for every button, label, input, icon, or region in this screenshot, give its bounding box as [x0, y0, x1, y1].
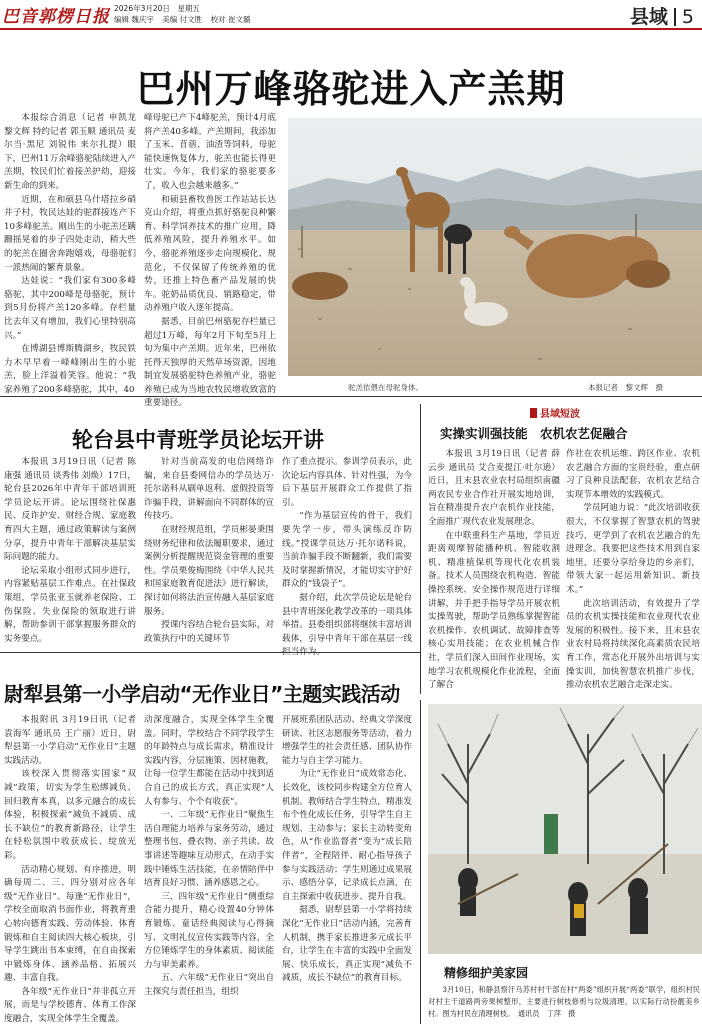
article3-column3	[282, 714, 412, 1024]
pruning-photo	[428, 704, 702, 954]
article3-para: 三、四年级“无作业日”侧重综合能力提升，精心设置40分钟体育锻炼、童话经典阅读与心得摘写、文明礼仪宣传实践等内容，全方位锤炼学生的身体素质、阅读能力与审美素养。	[144, 891, 274, 970]
article1-para: 本报综合消息（记者 申凯龙 黎文辉 特约记者 郭玉顺 通讯员 麦尔当·黑尼 刘锐伟 来尔扎提）眼下，巴州11万余峰骆驼陆续进入产羔期，牧民们忙着接羔护幼，迎接新生命的到来。	[4, 113, 136, 191]
article2-para: 本报讯 3月19日讯（记者 陈康强 通讯员 谈秀伟 刘焕）17日，轮台县2026年中青年干部培训班学员论坛开讲。论坛围绕社保惠民、反诈护安、财经合规、家庭教育四大主题，通过政策解读与案例分享，提升中青年干部解决基层实际问题的能力。	[4, 457, 136, 563]
article1-para: 达娃说：“我们家有300多峰骆驼，其中200峰是母骆驼，预计到5月份将产羔120多峰。存栏量比去年又有增加，我们心里特别高兴。”	[4, 276, 136, 341]
article2-para: 在财经规范组，学员彬晏秉围绕财务纪律和依法履职要求，通过案例分析提醒规范资金管理的重要性。学员栗俊梅围绕《中华人民共和国家庭教育促进法》进行解读，探讨如何将法治宣传融入基层家庭服务。	[144, 524, 274, 617]
headline-camel: 巴州万峰骆驼进入产羔期	[136, 67, 566, 111]
sidebar-para: 此次培训活动，有效提升了学员的农机实操技能和农业现代农业发展的积极性。接下来，且末县农业农村局将持续深化高素质农民培育工作，常态化开展外出培训与实操实训，加快智慧农机推广步伐，推动农机农艺融合走深走实。	[566, 598, 700, 691]
camel-photo	[288, 118, 702, 376]
article2-column1	[4, 456, 136, 650]
photo-caption	[428, 984, 700, 1024]
section-rule	[0, 652, 420, 653]
article1-para: 在博湖县博斯腾湖乡，牧民铁力木早早着一峰峰刚出生的小驼羔，脸上洋溢着笑容。他说：“我家养殖了200多峰骆驼，其中，40	[4, 344, 136, 395]
article2-column2	[144, 456, 274, 650]
sidebar-column1	[428, 448, 560, 696]
column-divider	[420, 700, 421, 1024]
photo-title: 精修细护美家园	[444, 966, 529, 980]
sidebar-para: 本报讯 3月19日讯（记者 薛云步 通讯员 艾合麦提江·吐尔逊）近日，且末县农业农村局组织南疆两农民专业合作社开展实地培训，旨在精准提升农户农机作业技能，全面推广现代农业发展理念。	[428, 449, 560, 527]
issue-date: 2026年3月20日 星期五	[114, 4, 200, 13]
article1-para: 和硕县畜牧兽医工作站站长达克山介绍，将重点抓好骆驼良种繁育、科学饲养技术的推广应用，降低养殖风险，提升养殖水平。如今，骆驼养殖逐步走向规模化、规范化，不仅保留了传统养殖的优势，还推上特色畜产品发展的快车。驼奶品质优良、销路稳定，带动养殖户收入逐年提高。	[144, 194, 276, 314]
section-label	[630, 2, 694, 29]
column-divider	[420, 404, 421, 694]
tag-marker-icon	[530, 408, 537, 418]
article1-para: 据悉，目前巴州骆驼存栏量已超过1万峰，每年2月下旬至5月上旬为集中产羔期。近年来，巴州依托得天独厚的天然草场资源，因地制宜发展骆驼特色养殖产业，骆驼养殖已成为当地农牧民增收致富的重要途径。	[144, 316, 276, 409]
sidebar-para: 学员阿迪力说：“此次培训收获很大，不仅掌握了智慧农机的驾驶技巧，更学到了农机农艺融合的先进理念。我要把这些技术用到自家地里，还要分享给身边的乡亲们，带领大家一起运用新知识、新技术。”	[566, 503, 700, 595]
camel-photo-credit: 本报记者 黎文辉 摄	[588, 383, 663, 392]
article3-para: 开展班系团队活动、经典文学深度研读、社区志愿服务等活动，着力增强学生的社会责任感、团队协作能力与自主学习能力。	[282, 715, 412, 766]
headline-yuli: 尉犁县第一小学启动“无作业日”主题实践活动	[4, 682, 400, 706]
sidebar-para: 作社在农机运维、跨区作业、农机农艺融合方面的宝贵经验，重点研习了良种良法配套、农机农艺结合实现节本增效的实践模式。	[566, 449, 700, 500]
article1-para: 峰母驼已产下4峰驼羔，预计4月底将产羔40多峰。产羔期间，我添加了玉米、苜蓿、油渣等饲料，母驼能快速恢复体力，驼羔也能长得更壮实。今年，我们家的骆驼要多了，收入也会越来越多。”	[144, 113, 276, 191]
article2-para: “作为基层宣传的骨干，我们要先学一步，带头演练反诈防线。”授课学员达万·托尔诺科说，当前诈骗手段不断翻新，我们需要及时掌握新情况，才能切实守护好群众的“钱袋子”。	[282, 511, 412, 590]
article3-column2	[144, 714, 274, 1024]
article1-column1	[4, 112, 136, 394]
article3-para: 一、二年级“无作业日”聚焦生活自理能力培养与家务劳动，通过整理书包、叠衣物、亲子共读、故事讲述等趣味互动形式，在动手实践中锤炼生活技能，在亲情陪伴中培育良好习惯、涵养感恩之心。	[144, 810, 274, 889]
designer-credit: 美编 付文胜	[162, 15, 203, 24]
sidebar-column2	[566, 448, 700, 696]
camel-photo-caption: 驼羔依偎在母驼身体。	[348, 383, 423, 392]
article3-column1	[4, 714, 136, 1024]
article2-para: 据介绍，此次学员论坛是轮台县中青班深化教学改革的一项具体举措。县委组织部将继续丰富培训载体，引导中青年干部在基层一线	[282, 592, 412, 644]
headline-luntai: 轮台县中青班学员论坛开讲	[72, 428, 324, 452]
article2-para: 作了重点提示。参训学员表示，此次论坛内容具体、针对性强，为今后下基层开展群众工作提供了指引。	[282, 457, 412, 508]
newspaper-logo: 巴音郭楞日报	[2, 7, 110, 27]
article3-para: 本报附讯 3月19日讯（记者 袁海军 通讯员 王广丽）近日，尉犁县第一小学启动“无作业日”主题实践活动。	[4, 715, 136, 766]
article1-column2	[144, 112, 276, 409]
article3-para: 各年级“无作业日”并非孤立开展，而是与学校德育、体育工作深度融合，实现全体学生全覆盖。	[4, 986, 136, 1025]
section-divider	[674, 8, 676, 26]
article3-para: 五、六年级“无作业日”突出自主探究与责任担当，组织	[144, 973, 274, 997]
section-tag-label: 县域短波	[540, 409, 580, 420]
article2-para: 论坛采取小组形式同步进行，内容紧贴基层工作难点。在社保政策组，学员张亚玉就养老保险、工伤保险、失业保险的领取进行讲解，帮助参训干部掌握服务群众的实务要点。	[4, 565, 136, 644]
proofreader-credit: 校对 崔文璐	[210, 15, 251, 24]
header-rule	[0, 28, 702, 30]
headline-qiemo: 实操实训强技能 农机农艺促融合	[440, 426, 628, 441]
section-name: 县域	[629, 6, 668, 28]
article2-para: 针对当前高发的电信网络诈骗，来自县委网信办的学员达万·托尔诺科从刷单返利、虚假投资等诈骗手段，讲解面向不同群体的宣传技巧。	[144, 457, 274, 522]
article2-para: 授课内容结合轮台县实际，对政策执行中的关键环节	[144, 620, 274, 644]
article3-para: 该校深入贯彻落实国家“双减”政策，切实为学生松绑减负、回归教育本真，以多元融合的成长体验，积极探索“减负不减质、成长不缺位”的教育新路径，让学生在轻松氛围中收获成长、绽放光彩。	[4, 769, 136, 861]
photo-caption-text: 3月10日，和静县察汗乌苏村村干部在村“两委”组织开展“两委”联学，组织村民对村主干道路两旁果树整形，主要进行树枝修剪与垃圾清理，以实际行动扮靓美乡村。图为村民在清理树枝。 通讯员 丁萍 摄	[428, 985, 700, 1018]
section-rule	[0, 396, 702, 397]
sidebar-para: 在中联重科生产基地，学员近距离观摩智能播种机、智能收割机、精准植保机等现代化农机装备。技术人员围绕农机构造、智能操控系统、安全操作规范进行详细讲解，并手把手指导学员开展农机实操驾驶，帮助学员熟练掌握智能农机操作、农机调试、故障排查等核心实用技能；在农业机械合作社，学员们深入田间作业现场，实地学习农机规模化作业流程，全面了解合	[428, 530, 560, 691]
page-number: 5	[681, 6, 694, 28]
article3-para: 动深度融合，实现全体学生全覆盖。同时，学校结合不同学段学生的年龄特点与成长需求，精准设计实践内容，分层施策、因材施教，让每一位学生都能在活动中找到适合自己的成长方式，真正实现“人人有参与、个个有收获”。	[144, 715, 274, 807]
header-meta	[114, 3, 256, 25]
editor-credit: 编辑 魏庆宇	[114, 15, 154, 24]
article3-para: 为让“无作业日”成效常态化、长效化，该校同步构建全方位育人机制。教师结合学生特点，精准发布个性化成长任务，引导学生自主规划、主动参与；家长主动转变角色，从“作业监督者”变为“成长陪伴者”，全程陪伴、耐心指导孩子参与实践活动；学生则通过成果展示、感悟分享，记录成长点滴，在自主探索中收获进步、提升自我。	[282, 769, 412, 902]
article3-para: 活动精心规划、有序推进，明确每周二、三、四分别对应各年级“无作业日”。每逢“无作业日”，学校全面取消书面作业，将教育重心转向德育实践、劳动体验、体育锻炼和自主阅读四大核心板块，引导学生跳出书本束缚，在自由探索中锻炼身体、涵养品格、拓展兴趣、丰富自我。	[4, 864, 136, 984]
section-tag	[530, 405, 580, 420]
article2-column3	[282, 456, 412, 650]
article3-para: 据悉，尉犁县第一小学将持续深化“无作业日”活动内涵，完善育人机制，携手家长推进多元成长平台，让学生在丰富的实践中全面发展、快乐成长，真正实现“减负不减质，成长不缺位”的教育目标。	[282, 905, 412, 984]
article1-para: 近期，在和硕县乌什塔拉乡硝井子村，牧民达娃的驼群接连产下10多峰驼羔。刚出生的小驼羔还蹒跚摇晃着的步子四处走动，稍大些的驼羔在圈舍奔跑嬉戏，母骆驼们一派热闹的繁育景象。	[4, 194, 136, 273]
